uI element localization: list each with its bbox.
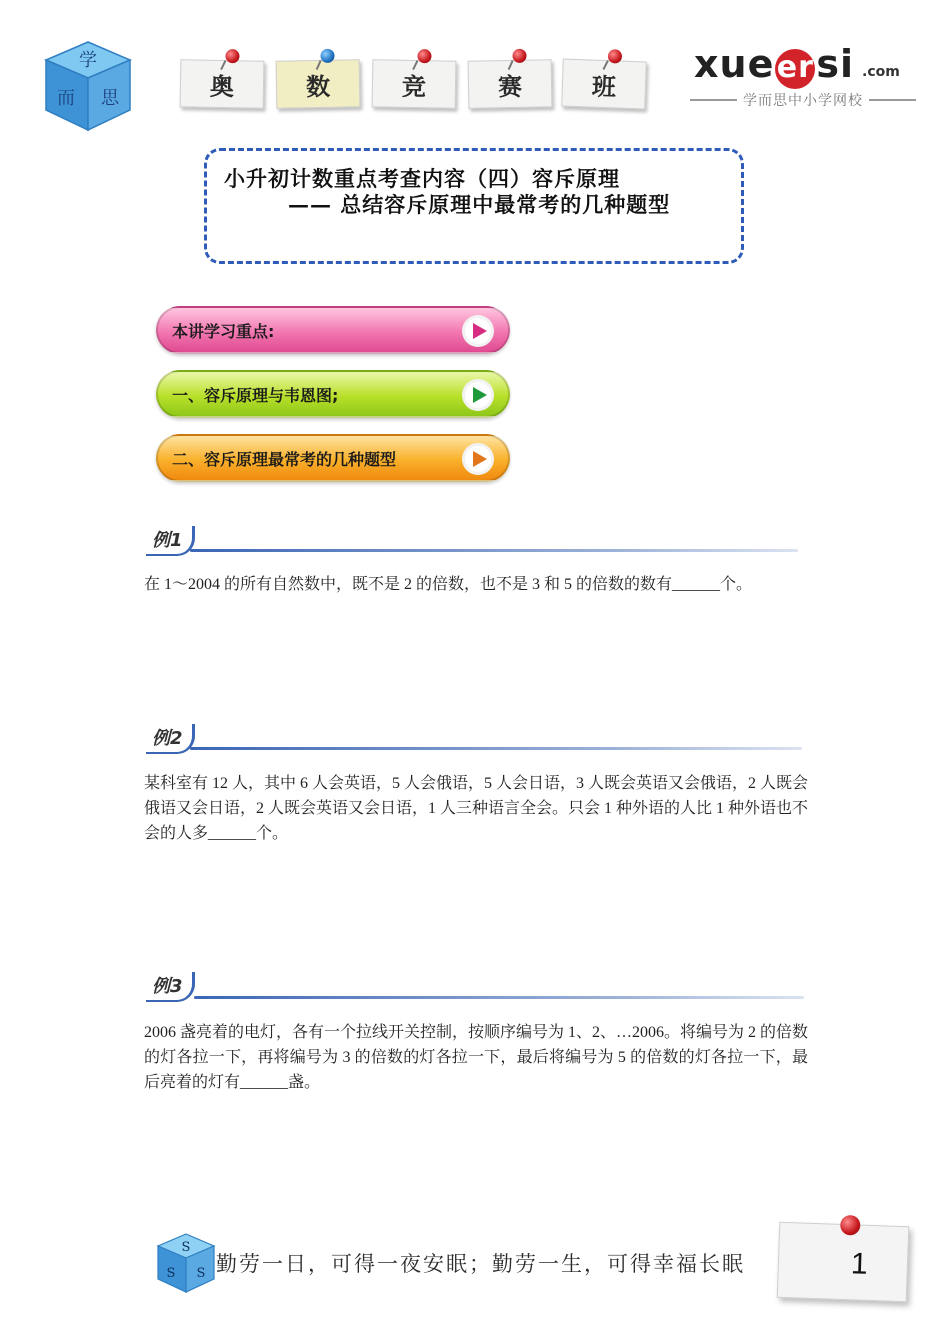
outline-section-2[interactable] xyxy=(156,434,510,482)
tab-label: 奥 xyxy=(209,72,235,101)
example-text: 在 1～2004 的所有自然数中，既不是 2 的倍数，也不是 3 和 5 的倍数的数有______个。 xyxy=(144,576,753,593)
example-divider xyxy=(190,747,802,750)
tab-ao xyxy=(180,59,265,108)
outline-label: 本讲学习重点: xyxy=(172,321,275,341)
brand-subtitle: 学而思中小学网校 xyxy=(690,90,916,110)
tab-label: 赛 xyxy=(497,72,523,101)
tab-jing xyxy=(372,59,457,108)
tab-ban xyxy=(561,59,647,110)
outline-label: 一、容斥原理与韦恩图; xyxy=(172,385,339,405)
example-label: 例1 xyxy=(146,524,192,554)
footer-motto: 勤劳一日，可得一夜安眠；勤劳一生，可得幸福长眠 xyxy=(216,1252,745,1276)
outline-key-points[interactable] xyxy=(156,306,510,354)
example-text: 某科室有 12 人，其中 6 人会英语，5 人会俄语，5 人会日语，3 人既会英语又会俄语，2 人既会俄语又会日语，2 人既会英语又会日语，1 人三种语言全会。只会 1 种外语的人比 1 种外语也不会的人多______个。 xyxy=(144,775,809,842)
example-divider xyxy=(190,549,798,552)
page-title: 小升初计数重点考查内容（四）容斥原理 xyxy=(224,166,620,191)
play-arrow-icon xyxy=(462,315,494,347)
example-text: 2006 盏亮着的电灯，各有一个拉线开关控制，按顺序编号为 1、2、…2006。将编号为 2 的倍数的灯各拉一下，再将编号为 3 的倍数的灯各拉一下，最后将编号为 5 的倍数的灯各拉一下，最后亮着的灯有______盏。 xyxy=(144,1024,809,1091)
tab-sai xyxy=(468,59,553,108)
xueersi-cube-logo xyxy=(44,40,132,132)
play-arrow-icon xyxy=(462,379,494,411)
example-label: 例2 xyxy=(146,722,192,752)
brand-wordmark: xueersi xyxy=(694,42,854,89)
page-number: 1 xyxy=(850,1247,869,1281)
svg-text:S: S xyxy=(196,1266,206,1281)
footer-cube-icon xyxy=(156,1232,216,1294)
logo-char-left: 而 xyxy=(57,88,75,109)
play-arrow-icon xyxy=(462,443,494,475)
page-number-card xyxy=(777,1222,910,1302)
example-label: 例3 xyxy=(146,970,192,1000)
pushpin-icon xyxy=(512,49,526,63)
tab-label: 竞 xyxy=(401,72,427,101)
tab-shu xyxy=(276,59,361,108)
tab-label: 班 xyxy=(591,72,617,101)
pushpin-icon xyxy=(840,1215,861,1236)
page-subtitle: —— 总结容斥原理中最常考的几种题型 xyxy=(288,192,671,217)
outline-label: 二、容斥原理最常考的几种题型 xyxy=(172,449,397,469)
brand-suffix: .com xyxy=(862,64,900,80)
pushpin-icon xyxy=(417,49,431,63)
logo-char-right: 思 xyxy=(101,88,119,109)
xueersi-brand-logo xyxy=(690,42,920,112)
pushpin-icon xyxy=(320,49,334,63)
pushpin-icon xyxy=(225,49,239,63)
pushpin-icon xyxy=(608,49,622,63)
tab-label: 数 xyxy=(305,72,331,101)
svg-text:S: S xyxy=(181,1240,191,1255)
outline-section-1[interactable] xyxy=(156,370,510,418)
svg-text:S: S xyxy=(166,1266,176,1281)
logo-char-top: 学 xyxy=(79,50,97,71)
example-divider xyxy=(194,996,804,999)
header-tabs xyxy=(180,48,650,110)
